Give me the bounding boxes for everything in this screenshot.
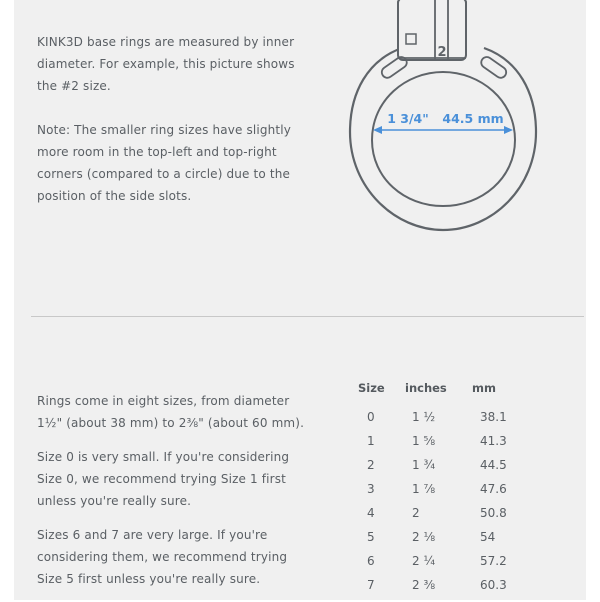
- cell-size: 1: [367, 434, 375, 448]
- cell-mm: 57.2: [480, 554, 507, 568]
- cell-inches: 1 ¾: [412, 458, 436, 472]
- cell-size: 6: [367, 554, 375, 568]
- cell-mm: 47.6: [480, 482, 507, 496]
- cell-mm: 44.5: [480, 458, 507, 472]
- sizes-paragraph: Rings come in eight sizes, from diameter 1½" (about 38 mm) to 2⅜" (about 60 mm).: [37, 394, 305, 430]
- cell-inches: 2 ¼: [412, 554, 436, 568]
- cell-inches: 1 ½: [412, 410, 436, 424]
- section-divider: [31, 316, 584, 317]
- cell-mm: 41.3: [480, 434, 507, 448]
- size-zero-paragraph: Size 0 is very small. If you're considering Size 0, we recommend trying Size 1 first unless you're really sure.: [37, 450, 290, 508]
- cell-inches: 2: [412, 506, 420, 520]
- cell-size: 4: [367, 506, 375, 520]
- cell-mm: 38.1: [480, 410, 507, 424]
- header-inches: inches: [405, 381, 447, 395]
- cell-size: 2: [367, 458, 375, 472]
- table-row: [350, 410, 520, 434]
- large-sizes-paragraph: Sizes 6 and 7 are very large. If you're considering them, we recommend trying Size 5 first unless you're really sure.: [37, 528, 288, 586]
- cell-mm: 54: [480, 530, 496, 544]
- header-size: Size: [358, 381, 385, 395]
- cell-inches: 2 ⅛: [412, 530, 436, 544]
- ring-size-mark: 2: [437, 45, 447, 60]
- diameter-mm-label: 44.5 mm: [442, 111, 504, 126]
- table-row: [350, 554, 520, 578]
- cell-mm: 50.8: [480, 506, 507, 520]
- table-row: [350, 434, 520, 458]
- intro-paragraph: KINK3D base rings are measured by inner diameter. For example, this picture shows the #2 size.: [37, 35, 295, 93]
- table-row: [350, 578, 520, 602]
- cell-mm: 60.3: [480, 578, 507, 592]
- cell-inches: 1 ⅞: [412, 482, 436, 496]
- note-paragraph: Note: The smaller ring sizes have slightly more room in the top-left and top-right corners (compared to a circle) due to the position of the side slots.: [37, 123, 291, 203]
- ring-illustration: [340, 0, 580, 240]
- ring-inner: [372, 72, 515, 206]
- cell-size: 5: [367, 530, 375, 544]
- cell-inches: 1 ⅝: [412, 434, 436, 448]
- cell-size: 0: [367, 410, 375, 424]
- header-mm: mm: [472, 381, 496, 395]
- table-row: [350, 530, 520, 554]
- table-row: [350, 458, 520, 482]
- diameter-inches-label: 1 3/4": [387, 111, 429, 126]
- cell-size: 7: [367, 578, 375, 592]
- cell-size: 3: [367, 482, 375, 496]
- table-row: [350, 506, 520, 530]
- table-row: [350, 482, 520, 506]
- cell-inches: 2 ⅜: [412, 578, 436, 592]
